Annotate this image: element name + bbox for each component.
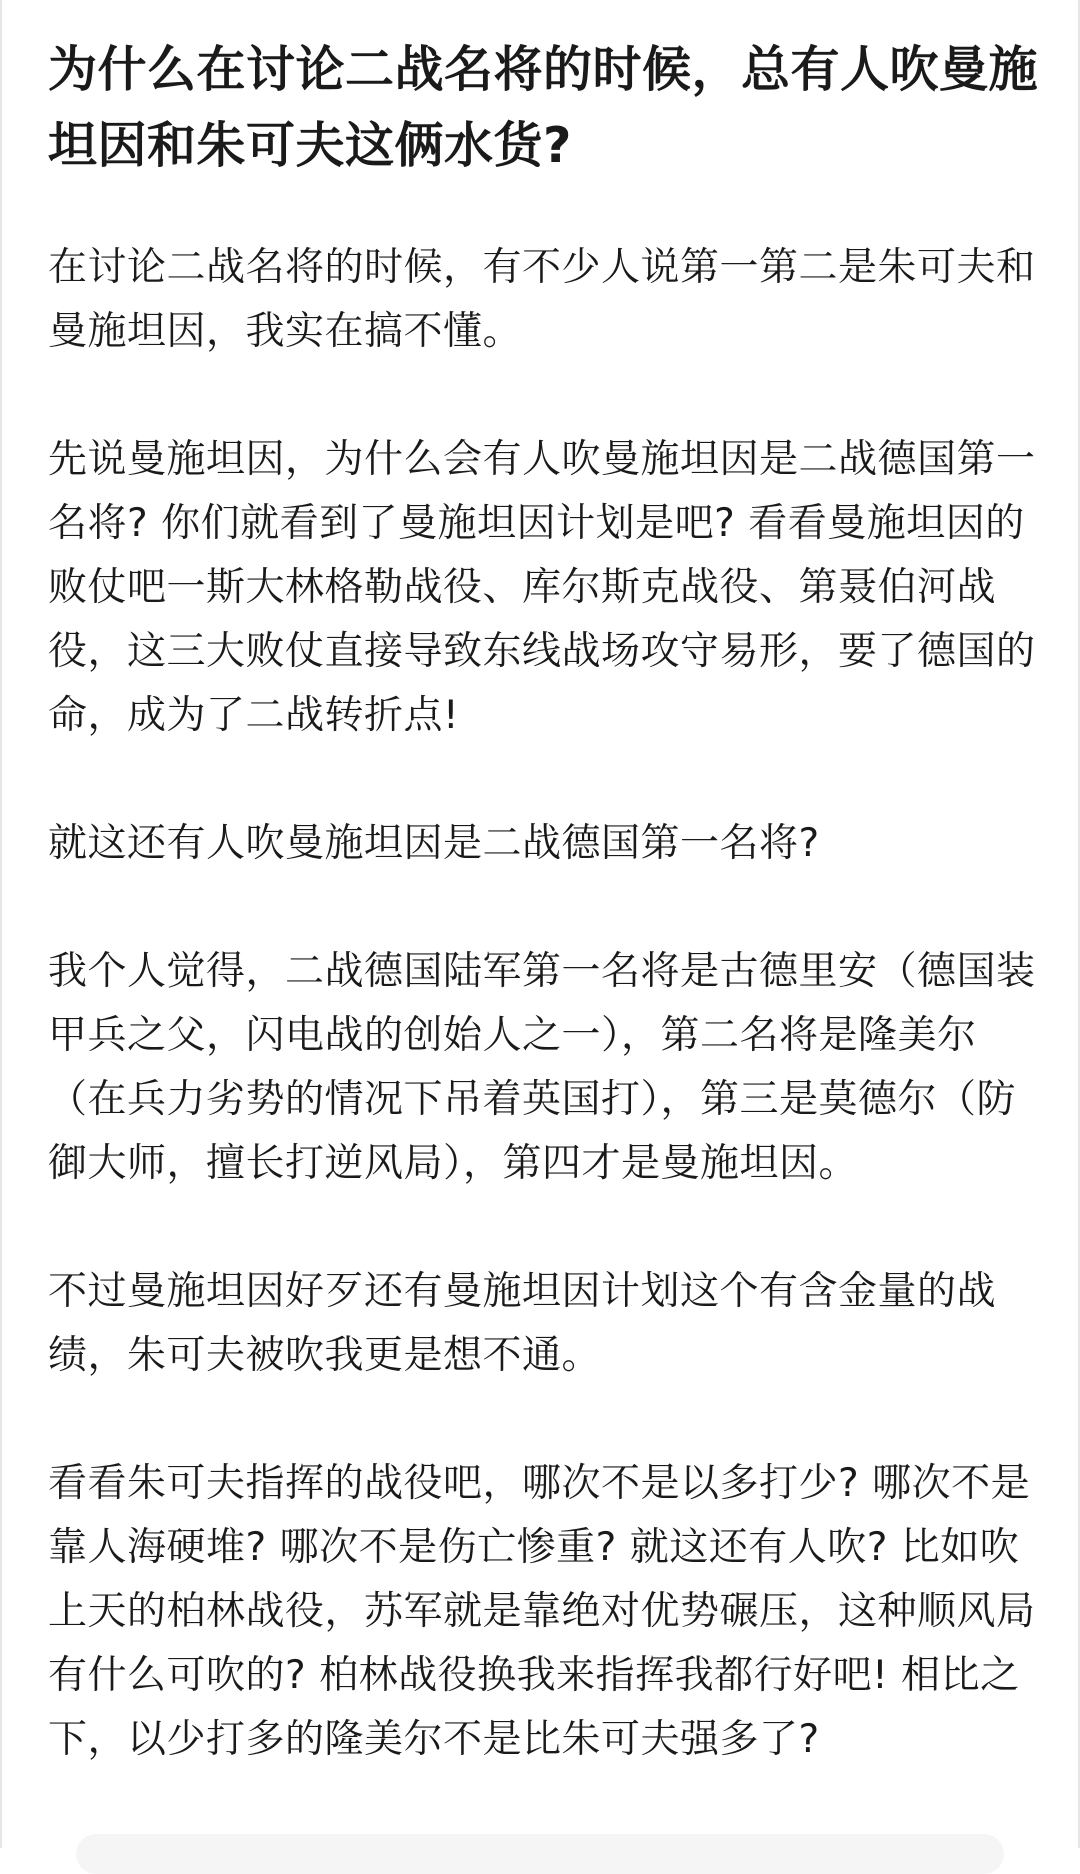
answer-paragraph-2: 先说曼施坦因，为什么会有人吹曼施坦因是二战德国第一名将? 你们就看到了曼施坦因计划是吧? 看看曼施坦因的败仗吧一斯大林格勒战役、库尔斯克战役、第聂伯河战役，这三大败仗直接导致东线战场攻守易形，要了德国的命，成为了二战转折点! — [48, 437, 1036, 738]
answer-paragraph-1: 在讨论二战名将的时候，有不少人说第一第二是朱可夫和曼施坦因，我实在搞不懂。 — [48, 245, 1036, 354]
next-card-preview[interactable] — [76, 1834, 1004, 1874]
answer-paragraph-4: 我个人觉得，二战德国陆军第一名将是古德里安（德国装甲兵之父，闪电战的创始人之一），第二名将是隆美尔（在兵力劣势的情况下吊着英国打），第三是莫德尔（防御大师，擅长打逆风局），第四才是曼施坦因。 — [48, 949, 1036, 1186]
answer-body — [48, 236, 1038, 1772]
question-title[interactable]: 为什么在讨论二战名将的时候，总有人吹曼施坦因和朱可夫这俩水货? — [48, 41, 1039, 174]
answer-paragraph-5: 不过曼施坦因好歹还有曼施坦因计划这个有含金量的战绩，朱可夫被吹我更是想不通。 — [48, 1269, 997, 1378]
answer-paragraph-3: 就这还有人吹曼施坦因是二战德国第一名将? — [48, 821, 820, 866]
answer-paragraph-6: 看看朱可夫指挥的战役吧，哪次不是以多打少? 哪次不是靠人海硬堆? 哪次不是伤亡惨重? 就这还有人吹? 比如吹上天的柏林战役，苏军就是靠绝对优势碾压，这种顺风局有什么可吹的? 柏林战役换我来指挥我都行好吧! 相比之下，以少打多的隆美尔不是比朱可夫强多了? — [48, 1461, 1036, 1762]
post-content — [48, 32, 1038, 1772]
left-edge-divider — [0, 0, 2, 1848]
